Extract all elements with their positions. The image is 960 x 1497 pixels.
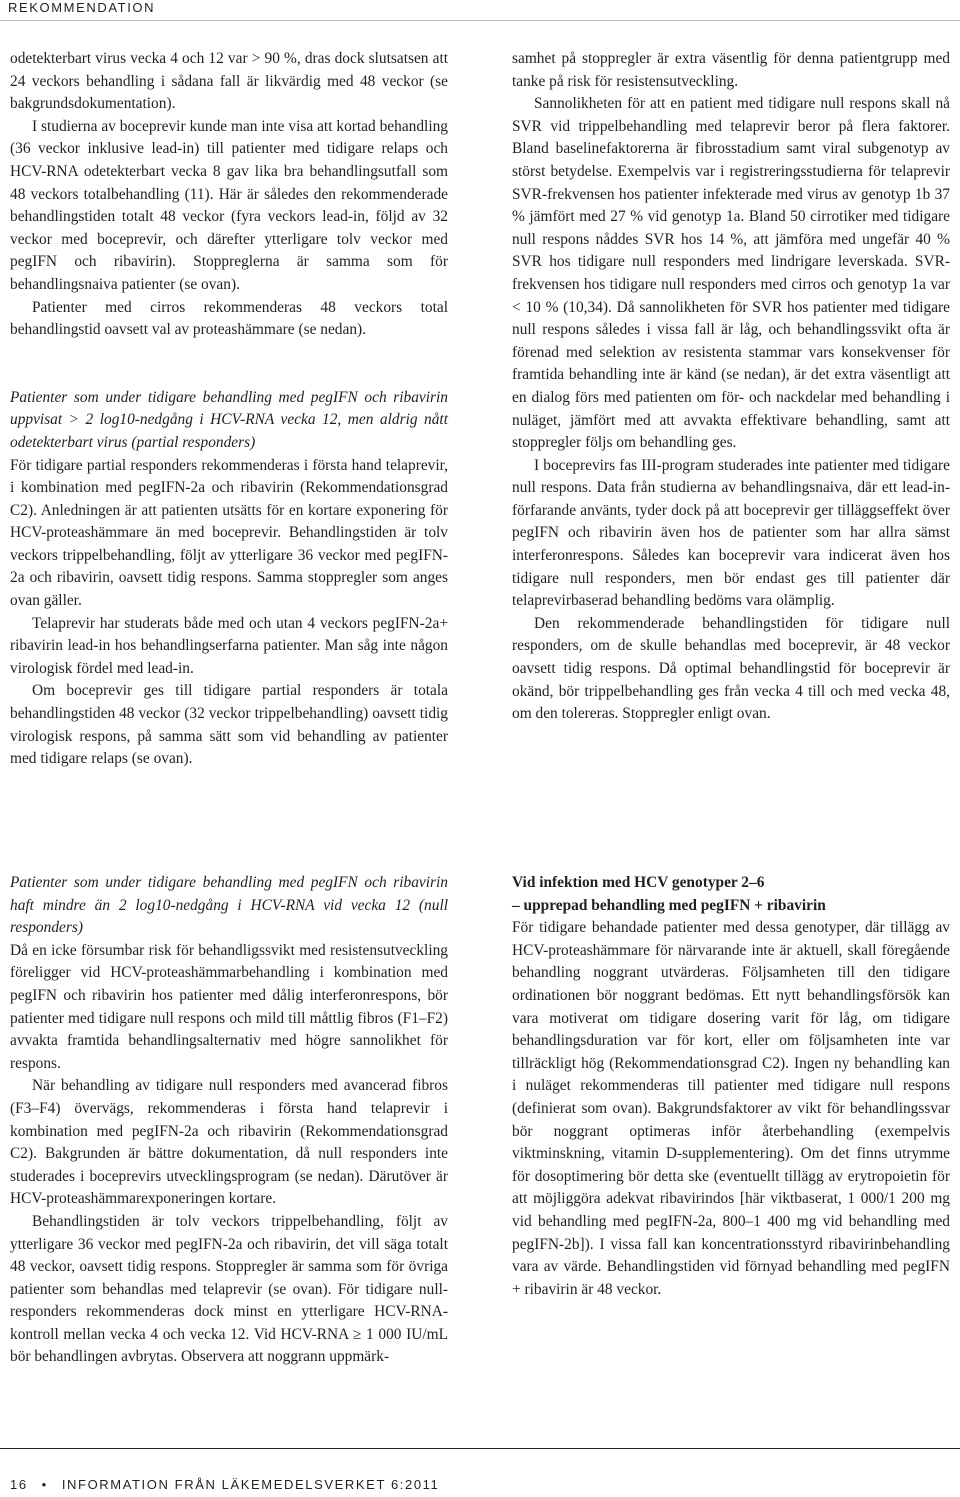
paragraph: För tidigare behandade patienter med dessa genotyper, där tillägg av HCV-proteashämmare för närvarande inte är aktuell, skall föregående behandling noggrant utvärderas. Följsamheten till den tidigare ordinationen bör noggrant bedömas. Ett nytt behandlingsförsök kan vara motiverat om tidigare dosering varit för låg, om tidigare behandlingsduration var för kort, eller om följsamheten inte var tillräckligt hög (Rekommendationsgrad C2). Ingen ny behandling kan i nuläget rekommenderas till patienter med tidigare null respons (definierat som ovan). Bakgrundsfaktorer av vikt för behandlingssvar bör noggrant optimeras inför återbehandling (exempelvis viktminskning, vitamin D-supplementering). Om det finns utrymme för dosoptimering bör detta ske (eventuellt tillägg av erytropoietin för att möjliggöra adekvat ribavirindos [här viktbaserat, 1 000/1 200 mg vid behandling med pegIFN-2a, 800–1 400 mg vid behandling med pegIFN-2b]). I vissa fall kan koncentrationsstyrd ribavirinbehandling vara av värde. Behandlingstiden vid förnyad behandling med pegIFN + ribavirin är 48 veckor. — [512, 919, 950, 1298]
heading-line-2: – upprepad behandling med pegIFN + ribavirin — [512, 896, 826, 914]
paragraph: odetekterbart virus vecka 4 och 12 var > 90 %, dras dock slutsatsen att 24 veckors behandling i sådana fall är likvärdig med 48 veckor (se bakgrundsdokumentation). — [10, 50, 448, 113]
lower-right-column — [512, 872, 950, 1301]
bullet-separator: • — [41, 1477, 48, 1492]
section-label: REKOMMENDATION — [8, 0, 156, 15]
paragraph: samhet på stoppregler är extra väsentlig för denna patientgrupp med tanke på risk för resistensutveckling. — [512, 50, 950, 90]
paragraph: Om boceprevir ges till tidigare partial responders är totala behandlingstiden 48 veckor (32 veckor trippelbehandling) oavsett tidig virologisk respons, på samma sätt som vid behandling av patienter med tidigare relaps (se ovan). — [10, 682, 448, 768]
paragraph: Sannolikheten för att en patient med tidigare null respons skall nå SVR vid trippelbehandling med telaprevir beror på flera faktorer. Bland baselinefaktorerna är fibrosstadium samt viral subgenotyp av störst betydelse. Exempelvis var i registreringsstudierna för telaprevir SVR-frekvensen hos patienter infekterade med virus av genotyp 1b 37 % jämfört med 27 % vid genotyp 1a. Bland 50 cirrotiker med tidigare null respons nåddes SVR hos 14 %, att jämföra med ungefär 40 % SVR hos tidigare null responders med lindrigare leverskada. SVR-frekvensen hos tidigare null responders med cirros och genotyp 1a var < 10 % (10,34). Då sannolikheten för SVR hos patienter med tidigare null respons således i vissa fall är låg, och behandlingssvikt ofta är förenad med selektion av resistenta stammar vars konsekvenser för framtida behandling inte är känd (se nedan), är det extra väsentligt att en dialog förs med patienten om för- och nackdelar med behandling i nuläget, jämfört med att avvakta effektivare behandling, samt att stoppregler följs om behandling ges. — [512, 95, 950, 452]
page-header — [0, 0, 960, 21]
paragraph: När behandling av tidigare null responders med avancerad fibros (F3–F4) övervägs, rekommenderas i första hand telaprevir i kombination med pegIFN-2a och ribavirin (Rekommendationsgrad C2). Bakgrunden är bättre dokumentation, då null responders inte studerades i boceprevirs utvecklingsprogram (se nedan). Därutöver är HCV-proteashämmarexponeringen kortare. — [10, 1077, 448, 1208]
paragraph: I studierna av boceprevir kunde man inte visa att kortad behandling (36 veckor inklusive lead-in) till patienter med tidigare relaps och HCV-RNA odetekterbart vecka 8 gav lika bra behandlingsutfall som 48 veckors totalbehandling (11). Här är således den rekommenderade behandlingstiden totalt 48 veckor (fyra veckors lead-in, följd av 32 veckor med boceprevir, och därefter ytterligare tolv veckor med pegIFN och ribavirin). Stoppreglerna är samma som för behandlingsnaiva patienter (se ovan). — [10, 117, 448, 293]
section-heading: Patienter som under tidigare behandling med pegIFN och ribavirin uppvisat > 2 log10-nedgång i HCV-RNA vecka 12, men aldrig nått odetekterbart virus (partial responders) — [10, 388, 448, 451]
lower-left-column — [10, 872, 448, 1369]
paragraph: Då en icke försumbar risk för behandligssvikt med resistensutveckling föreligger vid HCV-proteashämmarbehandling i kombination med pegIFN och ribavirin hos patienter med dålig interferonrespons, bör patienter med tidigare null respons och mild till måttlig fibros (F1–F2) avvakta framtida behandlingsalternativ med högre sannolikhet för respons. — [10, 941, 448, 1072]
publication-title: INFORMATION FRÅN LÄKEMEDELSVERKET 6:2011 — [61, 1477, 440, 1492]
spacer — [10, 342, 448, 387]
heading-line-1: Vid infektion med HCV genotyper 2–6 — [512, 874, 765, 891]
upper-right-column — [512, 48, 950, 726]
page-footer — [10, 1477, 439, 1492]
section-heading: Patienter som under tidigare behandling med pegIFN och ribavirin haft mindre än 2 log10-nedgång i HCV-RNA vid vecka 12 (null responders) — [10, 874, 448, 937]
upper-left-column — [10, 48, 448, 771]
section-heading — [512, 872, 950, 917]
paragraph: Telaprevir har studerats både med och utan 4 veckors pegIFN-2a+ ribavirin lead-in hos behandlingserfarna patienter. Man såg inte någon virologisk fördel med lead-in. — [10, 614, 448, 677]
paragraph: Behandlingstiden är tolv veckors trippelbehandling, följt av ytterligare 36 veckor med pegIFN-2a och ribavirin, det vill säga totalt 48 veckor, oavsett tidig respons. Stoppregler är samma som för övriga patienter som behandlas med telaprevir (se ovan). För tidigare null-responders rekommenderas dock minst en ytterligare HCV-RNA-kontroll mellan vecka 4 och vecka 12. Vid HCV-RNA ≥ 1 000 IU/mL bör behandlingen avbrytas. Observera att noggrann uppmärk- — [10, 1212, 448, 1366]
paragraph: I boceprevirs fas III-program studerades inte patienter med tidigare null respons. Data från studierna av behandlingsnaiva, där ett lead-in-förfarande använts, tyder dock på att boceprevir ger tilläggseffekt över pegIFN och ribavirin även hos de patienter som har allra sämst interferonrespons. Således kan boceprevir vara indicerat även hos tidigare null responders, men bör endast ges till patienter där telaprevirbaserad behandling bedöms vara olämplig. — [512, 456, 950, 610]
paragraph: Patienter med cirros rekommenderas 48 veckors total behandlingstid oavsett val av proteashämmare (se nedan). — [10, 298, 448, 339]
paragraph: Den rekommenderade behandlingstiden för tidigare null responders, om de skulle behandlas med boceprevir, är 48 veckor oavsett tidig respons. Då optimal behandlingstid för boceprevir är okänd, bör trippelbehandling ges från vecka 4 till och med vecka 48, om den tolereras. Stoppregler enligt ovan. — [512, 614, 950, 723]
paragraph: För tidigare partial responders rekommenderas i första hand telaprevir, i kombination med pegIFN-2a och ribavirin (Rekommendationsgrad C2). Anledningen är att patienten utsätts för en kortare exponering för HCV-proteashämmare än med boceprevir. Behandlingstiden är tolv veckors trippelbehandling, följt av ytterligare 36 veckor med pegIFN-2a och ribavirin, oavsett tidig respons. Samma stoppregler som anges ovan gäller. — [10, 456, 448, 610]
footer-rule — [0, 1448, 960, 1449]
page-number: 16 — [10, 1477, 28, 1492]
